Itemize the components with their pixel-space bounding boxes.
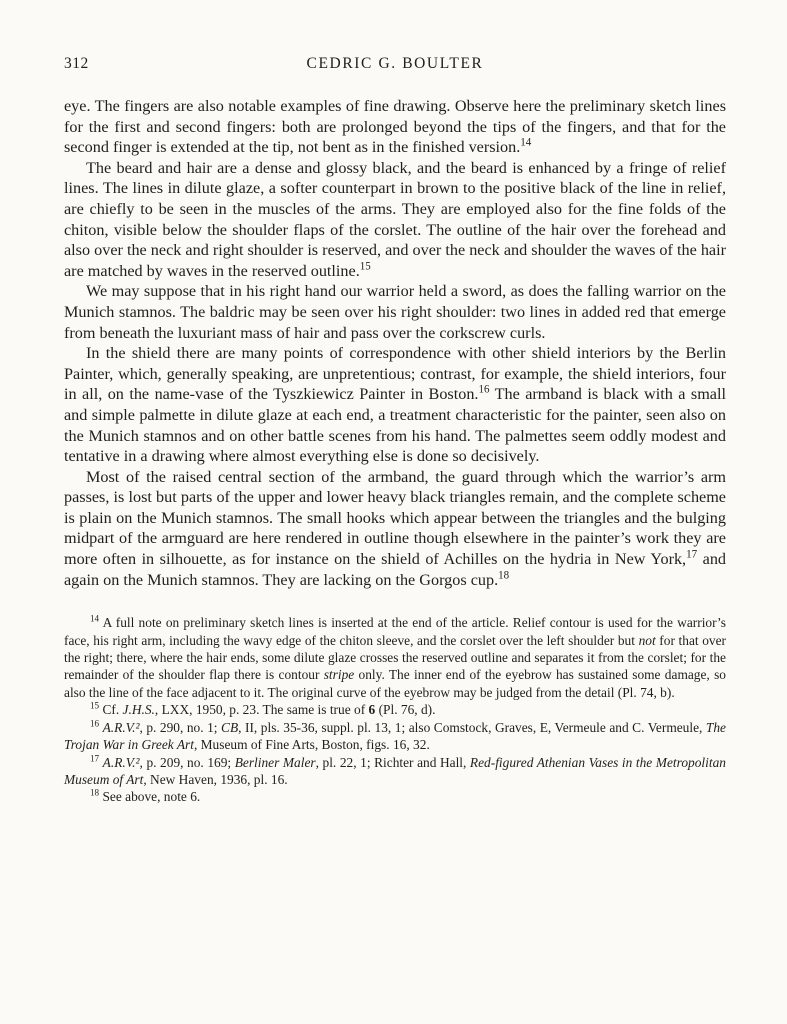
text-run: Cf. — [99, 702, 123, 718]
text-run: A full note on preliminary sketch lines is inserted at the end of the article. Relief contour is used for the warrior’s face, his right arm, including the wavy edge of the chiton sleeve, and the corslet over the left shoulder but — [64, 615, 726, 648]
text-run: J.H.S. — [122, 702, 155, 718]
footnotes — [64, 614, 726, 805]
text-run: See above, note 6. — [99, 789, 201, 805]
text-run: , II, pls. 35-36, suppl. pl. 13, 1; also Comstock, Graves, E, Vermeule and C. Vermeule, — [238, 719, 706, 735]
text-run: Most of the raised central section of the armband, the guard through which the warrior’s arm passes, is lost but parts of the upper and lower heavy black triangles remain, and the complete scheme is plain on the Munich stamnos. The small hooks which appear between the triangles and the bulging midpart of the armguard are here rendered in outline though elsewhere in the painter’s work they are more often in silhouette, as for instance on the shield of Achilles on the hydria in New York, — [64, 467, 726, 569]
text-run: , pl. 22, 1; Richter and Hall, — [315, 754, 470, 770]
text-run: , New Haven, 1936, pl. 16. — [143, 771, 288, 787]
page-header — [64, 54, 726, 73]
text-run: not — [638, 632, 656, 648]
text-run: The beard and hair are a dense and glossy black, and the beard is enhanced by a fringe of relief lines. The lines in dilute glaze, a softer counterpart in brown to the positive black of the line in relief, are chiefly to be seen in the muscles of the arms. They are employed also for the fine folds of the chiton, visible below the shoulder flaps of the corslet. The outline of the hair over the forehead and also over the neck and right shoulder is reserved, and over the neck and shoulder the waves of the hair are matched by waves in the reserved outline. — [64, 158, 726, 280]
text-run: stripe — [323, 667, 355, 683]
text-run: , Museum of Fine Arts, Boston, figs. 16, 32. — [193, 737, 430, 753]
text-run: , p. 290, no. 1; — [139, 719, 222, 735]
footnote — [64, 719, 726, 754]
text-run: In the shield there are many points of correspondence with other shield interiors by the Berlin Painter, which, generally speaking, are unpretentious; contrast, for example, the shield interiors, four in all, on the name-vase of the Tyszkiewicz Painter in Boston. — [64, 344, 726, 404]
text-run: The Trojan War in Greek Art — [64, 719, 726, 753]
footnote-reference: 15 — [359, 260, 371, 273]
text-run: Red-figured Athenian Vases in the Metropolitan Museum of Art — [64, 754, 726, 787]
footnote — [64, 701, 726, 718]
text-run: (Pl. 76, d). — [375, 702, 436, 718]
text-run: 6 — [368, 702, 376, 718]
footnote-reference: 16 — [478, 383, 490, 396]
footnote-reference: 18 — [498, 569, 510, 582]
paragraph — [64, 158, 726, 282]
footnote-reference: 14 — [520, 136, 532, 149]
text-run: only. The inner end of the eyebrow has sustained some damage, so also the line of the face adjacent to it. The original curve of the eyebrow may be judged from the detail (Pl. 74, b). — [64, 667, 726, 700]
paragraph — [64, 343, 726, 467]
paragraph — [64, 96, 726, 158]
text-run: eye. The fingers are also notable examples of fine drawing. Observe here the preliminary sketch lines for the first and second fingers: both are prolonged beyond the tips of the fingers, and that for the second finger is extended at the tip, not bent as in the finished version. — [64, 97, 726, 157]
footnote — [64, 788, 726, 805]
text-run: and again on the Munich stamnos. They are lacking on the Gorgos cup. — [64, 550, 727, 589]
footnote — [64, 754, 726, 789]
footnote-reference: 17 — [90, 753, 100, 764]
paragraph — [64, 281, 726, 343]
footnote-reference: 15 — [90, 700, 100, 711]
text-run: A.R.V.² — [102, 754, 140, 770]
text-run: , p. 209, no. 169; — [139, 754, 235, 770]
footnote-reference: 16 — [90, 718, 100, 729]
footnote-reference: 14 — [90, 613, 100, 624]
text-run: Berliner Maler — [234, 754, 316, 770]
text-run: The armband is black with a small and simple palmette in dilute glaze at each end, a treatment characteristic for the painter, seen also on the Munich stamnos and on other battle scenes from his hand. The palmettes seem oddly modest and tentative in a drawing where almost everything else is done so decisively. — [64, 385, 726, 466]
text-run: CB — [221, 719, 239, 735]
page-number: 312 — [64, 55, 89, 72]
paragraph — [64, 467, 726, 591]
running-head: CEDRIC G. BOULTER — [306, 55, 484, 72]
footnote — [64, 614, 726, 701]
footnote-reference: 17 — [686, 548, 698, 561]
text-run: A.R.V.² — [102, 719, 140, 735]
text-run: We may suppose that in his right hand our warrior held a sword, as does the falling warrior on the Munich stamnos. The baldric may be seen over his right shoulder: two lines in added red that emerge from beneath the luxuriant mass of hair and pass over the corkscrew curls. — [64, 282, 726, 342]
text-run: for that over the right; there, where the hair ends, some dilute glaze crosses the reserved outline and separates it from the corslet; for the remainder of the shoulder flap there is contour — [64, 632, 727, 683]
text-run: , LXX, 1950, p. 23. The same is true of — [154, 702, 369, 718]
footnote-reference: 18 — [90, 787, 100, 798]
body-paragraphs — [64, 96, 726, 590]
